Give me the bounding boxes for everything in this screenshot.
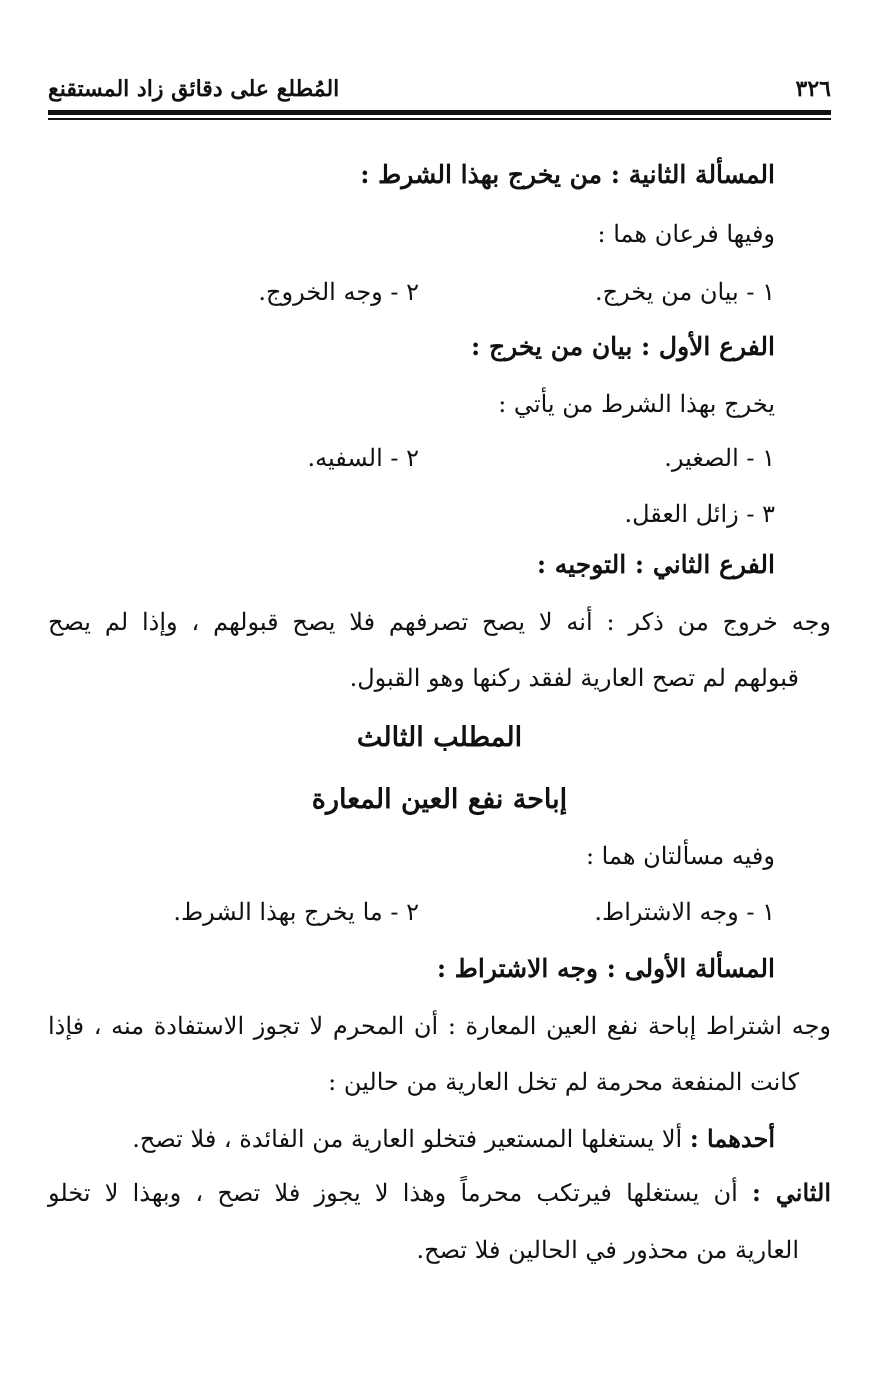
book-title: المُطلع على دقائق زاد المستقنع	[48, 76, 340, 102]
paragraph-line: وجه اشتراط إباحة نفع العين المعارة : أن المحرم لا تجوز الاستفادة منه ، فإذا	[48, 1012, 831, 1040]
term-text: أن يستغلها فيرتكب محرماً وهذا لا يجوز فلا تصح ، وبهذا لا تخلو	[48, 1179, 752, 1207]
section-subtitle: إباحة نفع العين المعارة	[311, 784, 568, 815]
list-item-1: ١ - الصغير.	[664, 444, 775, 472]
subsection-heading-second-branch: الفرع الثاني : التوجيه :	[536, 550, 775, 579]
list-item-1: ١ - وجه الاشتراط.	[594, 898, 775, 926]
list-item-2: ٢ - وجه الخروج.	[258, 278, 419, 306]
term-text: ألا يستغلها المستعير فتخلو العارية من الفائدة ، فلا تصح.	[132, 1125, 690, 1153]
list-item-3: ٣ - زائل العقل.	[624, 500, 775, 528]
paragraph-line	[48, 1178, 831, 1207]
page-header	[48, 70, 831, 110]
paragraph-line	[132, 1124, 775, 1153]
paragraph-line: العارية من محذور في الحالين فلا تصح.	[416, 1236, 799, 1264]
subsection-heading-first-branch: الفرع الأول : بيان من يخرج :	[471, 332, 775, 361]
paragraph-line: وجه خروج من ذكر : أنه لا يصح تصرفهم فلا يصح قبولهم ، وإذا لم يصح	[48, 608, 831, 636]
paragraph-line: كانت المنفعة محرمة لم تخل العارية من حالين :	[328, 1068, 799, 1096]
paragraph-line: قبولهم لم تصح العارية لفقد ركنها وهو القبول.	[349, 664, 799, 692]
header-rule-thin	[48, 118, 831, 120]
list-item-2: ٢ - ما يخرج بهذا الشرط.	[173, 898, 419, 926]
section-heading-second-issue: المسألة الثانية : من يخرج بهذا الشرط :	[360, 160, 775, 189]
paragraph-line: وفيها فرعان هما :	[597, 220, 775, 248]
section-heading-first-issue: المسألة الأولى : وجه الاشتراط :	[436, 954, 775, 983]
list-item-2: ٢ - السفيه.	[307, 444, 419, 472]
list-item-1: ١ - بيان من يخرج.	[594, 278, 775, 306]
term-label: أحدهما :	[689, 1124, 775, 1153]
paragraph-line: وفيه مسألتان هما :	[585, 842, 775, 870]
section-title: المطلب الثالث	[356, 722, 523, 753]
page-number: ٣٢٦	[795, 76, 831, 102]
term-label: الثاني :	[751, 1178, 831, 1207]
header-rule-thick	[48, 110, 831, 115]
paragraph-line: يخرج بهذا الشرط من يأتي :	[498, 390, 775, 418]
